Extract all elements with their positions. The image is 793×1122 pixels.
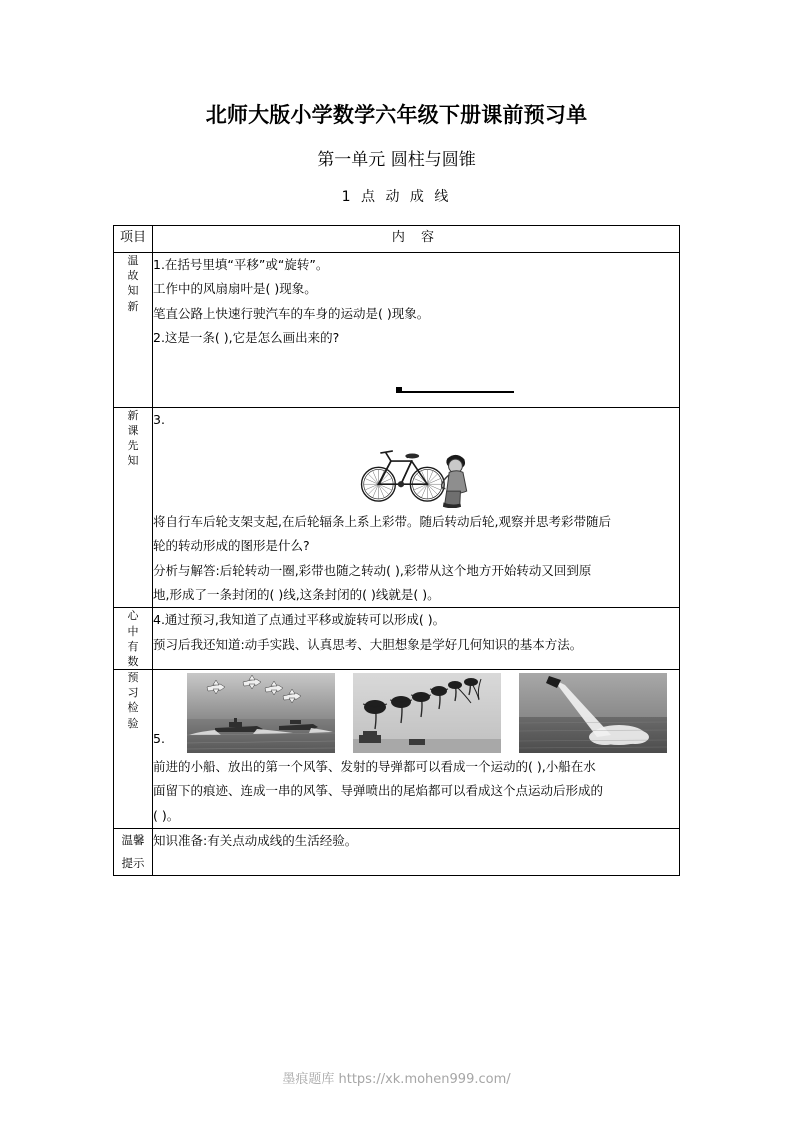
table-row	[114, 608, 680, 670]
content-line: 分析与解答:后轮转动一圈,彩带也随之转动( ),彩带从这个地方开始转动又回到原	[153, 562, 592, 578]
question-line: 1.在括号里填“平移”或“旋转”。	[153, 257, 329, 272]
header-cell-project: 项目	[114, 226, 153, 253]
question-line: 笔直公路上快速行驶汽车的车身的运动是( )现象。	[153, 305, 430, 321]
row-label-char: 新	[127, 408, 139, 422]
row-label-char: 先	[127, 438, 139, 452]
preview-worksheet-table	[113, 225, 680, 876]
table-row	[114, 829, 680, 876]
row-label-char: 数	[127, 654, 139, 668]
content-line: 轮的转动形成的图形是什么?	[153, 538, 310, 554]
photo-strip	[187, 673, 667, 753]
lesson-heading: 1 点 动 成 线	[341, 189, 452, 205]
row-content-warm-tips	[153, 829, 680, 876]
missile-launch-at-sea-photo	[519, 673, 667, 753]
warships-with-aircraft-photo	[187, 673, 335, 753]
row-label-new-lesson	[114, 407, 153, 608]
content-line: 前进的小船、放出的第一个风筝、发射的导弹都可以看成一个运动的( ),小船在水	[153, 759, 596, 775]
row-label-char: 温	[127, 254, 139, 267]
row-content-new-lesson	[153, 407, 680, 608]
row-label-char: 新	[127, 299, 139, 313]
content-line: 将自行车后轮支架支起,在后轮辐条上系上彩带。随后转动后轮,观察并思考彩带随后	[153, 513, 611, 529]
row-label-char: 验	[127, 716, 139, 730]
ray-line	[399, 391, 514, 393]
content-line: 4.通过预习,我知道了点通过平移或旋转可以形成( )。	[153, 612, 446, 628]
row-label-char: 课	[127, 423, 139, 437]
row-label-char: 中	[127, 624, 139, 638]
photo-block	[153, 673, 679, 753]
row-content-preview-check	[153, 670, 680, 829]
row-content-confident	[153, 608, 680, 670]
row-content-review-old	[153, 253, 680, 408]
content-line: 面留下的痕迹、连成一串的风筝、导弹喷出的尾焰都可以看成这个点运动后形成的	[153, 783, 604, 799]
question-line: 2.这是一条( ),它是怎么画出来的?	[153, 330, 340, 346]
row-label-char: 心	[127, 609, 139, 623]
content-line: 知识准备:有关点动成线的生活经验。	[153, 833, 358, 849]
table-row	[114, 670, 680, 829]
row-label-char: 有	[127, 639, 139, 653]
row-label-confident	[114, 608, 153, 670]
ray-diagram	[153, 351, 679, 407]
row-label-char: 习	[127, 686, 139, 700]
row-label-char: 知	[127, 284, 139, 298]
row-label-warm-tips	[114, 829, 153, 876]
item-number: 5.	[153, 730, 165, 746]
page-title: 北师大版小学数学六年级下册课前预习单	[205, 103, 588, 127]
content-line: 预习后我还知道:动手实践、认真思考、大胆想象是学好几何知识的基本方法。	[153, 636, 583, 652]
row-label-char: 故	[127, 269, 139, 283]
row-label-preview-check	[114, 670, 153, 829]
row-label-line: 温馨	[121, 833, 145, 848]
row-label-char: 预	[127, 671, 139, 685]
bicycle-boy-illustration	[353, 436, 479, 508]
row-label-line: 提示	[121, 856, 145, 871]
unit-subtitle: 第一单元 圆柱与圆锥	[317, 150, 476, 170]
content-line: 地,形成了一条封闭的( )线,这条封闭的( )线就是( )。	[153, 587, 440, 602]
header-cell-content: 内 容	[153, 226, 680, 253]
table-row	[114, 407, 680, 608]
item-number: 3.	[153, 411, 165, 427]
row-label-review-old	[114, 253, 153, 408]
footer-watermark: 墨痕题库 https://xk.mohen999.com/	[282, 1072, 511, 1087]
table-row	[114, 253, 680, 408]
row-label-char: 知	[127, 454, 139, 468]
row-label-char: 检	[127, 701, 139, 715]
content-line: ( )。	[153, 807, 180, 823]
question-line: 工作中的风扇扇叶是( )现象。	[153, 281, 317, 297]
string-of-kites-photo	[353, 673, 501, 753]
table-header-row	[114, 226, 680, 253]
